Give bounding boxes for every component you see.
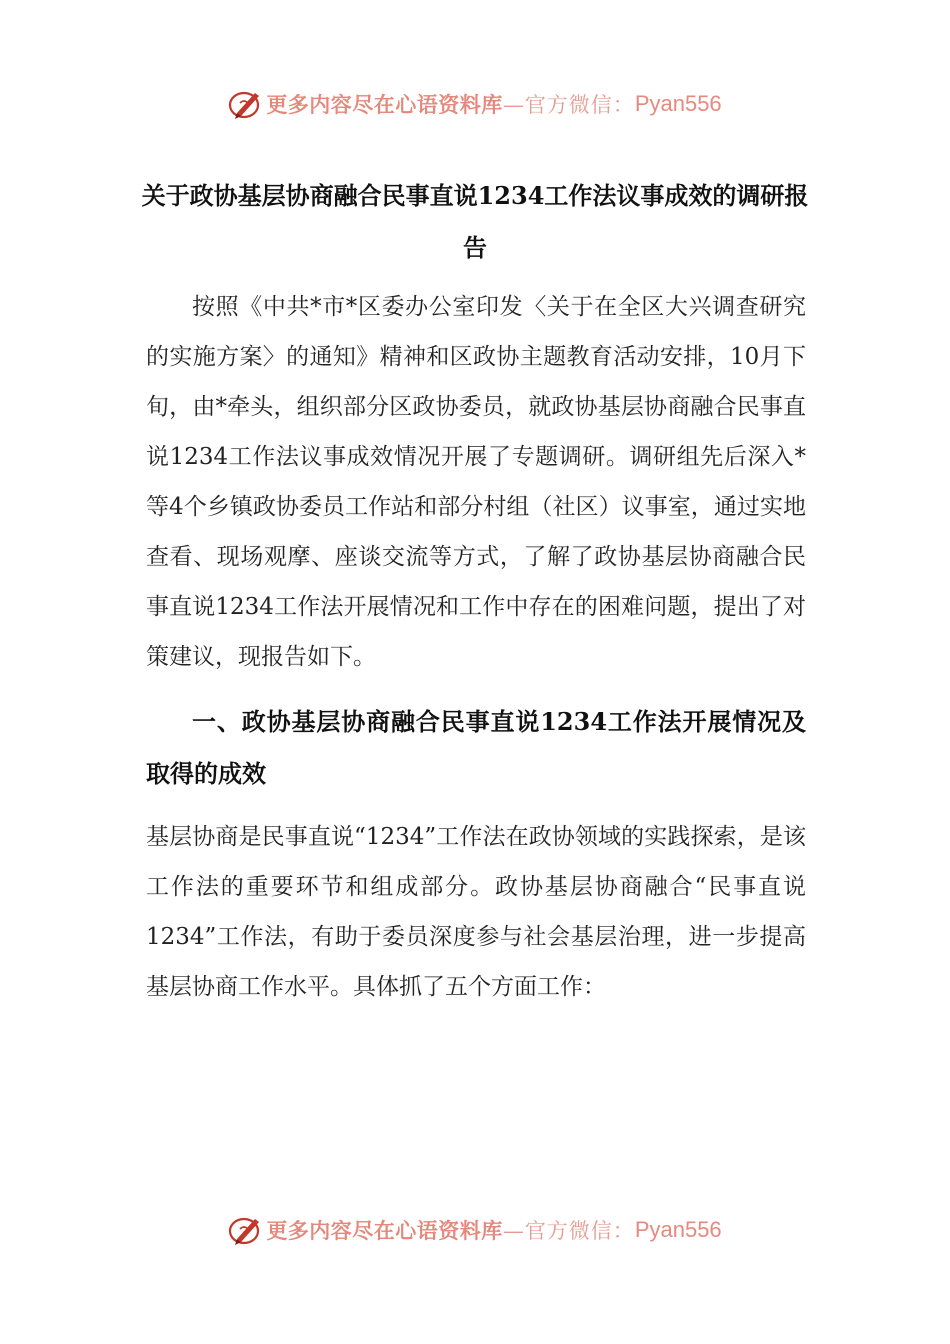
pen-logo-icon (228, 1212, 264, 1248)
banner-wechat-id: Pyan556 (634, 91, 722, 116)
intro-paragraph: 按照《中共*市*区委办公室印发〈关于在全区大兴调查研究的实施方案〉的通知》精神和区政协主题教育活动安排，10月下旬，由*牵头，组织部分区政协委员，就政协基层协商融合民事直说1234工作法议事成效情况开展了专题调研。调研组先后深入*等4个乡镇政协委员工作站和部分村组（社区）议事室，通过实地查看、现场观摩、座谈交流等方式，了解了政协基层协商融合民事直说1234工作法开展情况和工作中存在的困难问题，提出了对策建议，现报告如下。 (146, 294, 806, 670)
pen-logo-icon (228, 86, 264, 122)
document-title: 关于政协基层协商融合民事直说1234工作法议事成效的调研报告 (141, 181, 809, 262)
header-banner (0, 84, 950, 124)
banner-sub-text: —官方微信： (502, 93, 635, 117)
footer-banner (0, 1210, 950, 1250)
section-paragraph: 基层协商是民事直说“1234”工作法在政协领域的实践探索，是该工作法的重要环节和组成部分。政协基层协商融合“民事直说1234”工作法，有助于委员深度参与社会基层治理，进一步提高基层协商工作水平。具体抓了五个方面工作： (146, 824, 806, 1000)
banner-sub-text: —官方微信： (502, 1219, 635, 1243)
banner-main-text: 更多内容尽在心语资料库 (266, 92, 503, 117)
banner-main-text: 更多内容尽在心语资料库 (266, 1218, 503, 1243)
banner-wechat-id: Pyan556 (634, 1217, 722, 1242)
document-body (146, 282, 806, 1012)
section-heading: 一、政协基层协商融合民事直说1234工作法开展情况及取得的成效 (146, 707, 806, 788)
